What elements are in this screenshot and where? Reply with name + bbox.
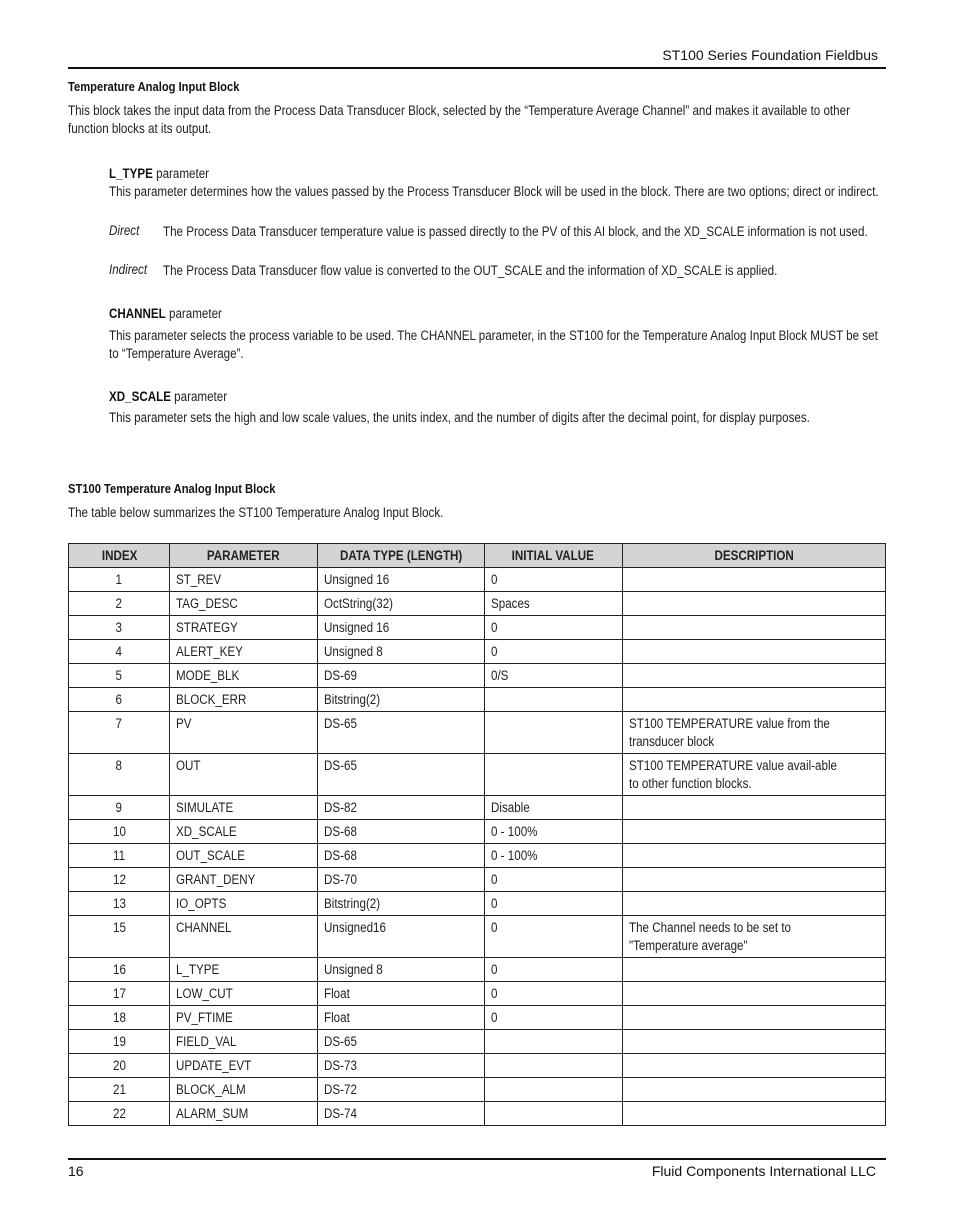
table-row [69,1078,886,1102]
cell-index: 11 [69,844,170,868]
table-intro: The table below summarizes the ST100 Temperature Analog Input Block. [68,505,444,520]
section-intro: This block takes the input data from the Process Data Transducer Block, selected by the “Temperature Average Channel” and makes it available to other function blocks at its output. [68,103,850,136]
table-row [69,568,886,592]
cell-description [622,958,885,982]
column-header-parameter: PARAMETER [170,544,317,568]
ltype-description: This parameter determines how the values passed by the Process Transducer Block will be used in the block. There are two options; direct or indirect. [109,184,879,199]
page-number: 16 [68,1163,84,1179]
cell-parameter: STRATEGY [170,616,317,640]
header-rule [68,67,886,69]
cell-parameter: OUT [170,754,317,796]
cell-parameter: IO_OPTS [170,892,317,916]
cell-parameter: OUT_SCALE [170,844,317,868]
cell-data-type: Float [317,982,484,1006]
cell-data-type: DS-65 [317,754,484,796]
cell-data-type: DS-82 [317,796,484,820]
cell-data-type: DS-70 [317,868,484,892]
xdscale-suffix: parameter [174,389,228,404]
cell-index: 19 [69,1030,170,1054]
cell-description [622,1078,885,1102]
cell-data-type: DS-74 [317,1102,484,1126]
cell-data-type: Unsigned16 [317,916,484,958]
table-header-row [69,544,886,568]
cell-parameter: TAG_DESC [170,592,317,616]
section-title-st100-ai: ST100 Temperature Analog Input Block [68,481,276,496]
cell-parameter: ALERT_KEY [170,640,317,664]
table-row [69,1030,886,1054]
cell-index: 9 [69,796,170,820]
cell-index: 4 [69,640,170,664]
cell-data-type: Float [317,1006,484,1030]
table-row [69,1054,886,1078]
table-row [69,688,886,712]
column-header-data-type: DATA TYPE (LENGTH) [317,544,484,568]
table-row [69,916,886,958]
cell-initial-value: 0 [484,616,622,640]
cell-description [622,688,885,712]
cell-parameter: MODE_BLK [170,664,317,688]
cell-description: ST100 TEMPERATURE value from the transducer block [622,712,885,754]
column-header-index: INDEX [69,544,170,568]
cell-parameter: FIELD_VAL [170,1030,317,1054]
cell-index: 5 [69,664,170,688]
cell-initial-value: 0/S [484,664,622,688]
cell-data-type: DS-68 [317,820,484,844]
cell-index: 7 [69,712,170,754]
table-row [69,592,886,616]
ltype-suffix: parameter [156,166,210,181]
cell-data-type: Unsigned 8 [317,640,484,664]
cell-description [622,664,885,688]
cell-parameter: PV_FTIME [170,1006,317,1030]
cell-data-type: Unsigned 16 [317,616,484,640]
section-title-temperature-ai: Temperature Analog Input Block [68,79,240,94]
cell-initial-value: 0 [484,868,622,892]
cell-data-type: DS-68 [317,844,484,868]
cell-initial-value [484,1102,622,1126]
table-row [69,1102,886,1126]
cell-description [622,1006,885,1030]
cell-parameter: ALARM_SUM [170,1102,317,1126]
channel-heading [109,305,887,323]
cell-index: 2 [69,592,170,616]
table-row [69,982,886,1006]
table-row [69,796,886,820]
channel-name: CHANNEL [109,306,166,321]
option-term-direct: Direct [109,223,140,238]
cell-description [622,616,885,640]
cell-initial-value: Disable [484,796,622,820]
cell-parameter: SIMULATE [170,796,317,820]
cell-index: 10 [69,820,170,844]
cell-description [622,1054,885,1078]
cell-description [622,982,885,1006]
cell-index: 13 [69,892,170,916]
cell-data-type: Unsigned 16 [317,568,484,592]
xdscale-heading [109,388,887,406]
cell-parameter: LOW_CUT [170,982,317,1006]
cell-description [622,568,885,592]
cell-parameter: CHANNEL [170,916,317,958]
cell-initial-value: Spaces [484,592,622,616]
footer-rule [68,1158,886,1160]
cell-initial-value: 0 [484,958,622,982]
cell-description [622,844,885,868]
column-header-description: DESCRIPTION [622,544,885,568]
cell-data-type: DS-65 [317,712,484,754]
cell-index: 22 [69,1102,170,1126]
cell-index: 6 [69,688,170,712]
cell-index: 17 [69,982,170,1006]
cell-description: ST100 TEMPERATURE value avail-able to other function blocks. [622,754,885,796]
table-body [69,568,886,1126]
column-header-initial-value: INITIAL VALUE [484,544,622,568]
cell-description [622,592,885,616]
cell-initial-value [484,688,622,712]
table-row [69,640,886,664]
cell-description [622,1102,885,1126]
cell-initial-value [484,754,622,796]
cell-description [622,868,885,892]
cell-description [622,640,885,664]
cell-data-type: DS-65 [317,1030,484,1054]
channel-description: This parameter selects the process variable to be used. The CHANNEL parameter, in the ST100 for the Temperature Analog Input Block MUST be set to “Temperature Average”. [109,328,878,361]
cell-description [622,820,885,844]
option-text-direct: The Process Data Transducer temperature value is passed directly to the PV of this AI block, and the XD_SCALE information is not used. [163,224,868,239]
cell-initial-value [484,712,622,754]
cell-initial-value [484,1030,622,1054]
cell-initial-value: 0 [484,1006,622,1030]
cell-initial-value: 0 - 100% [484,820,622,844]
channel-suffix: parameter [168,306,222,321]
table-row [69,616,886,640]
xdscale-description: This parameter sets the high and low scale values, the units index, and the number of digits after the decimal point, for display purposes. [109,410,810,425]
table-row [69,820,886,844]
cell-index: 15 [69,916,170,958]
cell-description: The Channel needs to be set to "Temperature average" [622,916,885,958]
cell-parameter: L_TYPE [170,958,317,982]
cell-index: 3 [69,616,170,640]
table-row [69,754,886,796]
cell-initial-value: 0 [484,982,622,1006]
cell-data-type: Bitstring(2) [317,892,484,916]
footer-company: Fluid Components International LLC [651,1163,876,1179]
cell-initial-value: 0 [484,568,622,592]
table-row [69,892,886,916]
table-row [69,868,886,892]
cell-parameter: XD_SCALE [170,820,317,844]
cell-initial-value [484,1054,622,1078]
cell-initial-value: 0 [484,640,622,664]
cell-description [622,796,885,820]
ltype-heading [109,165,887,183]
cell-parameter: BLOCK_ALM [170,1078,317,1102]
option-text-indirect: The Process Data Transducer flow value is converted to the OUT_SCALE and the information of XD_SCALE is applied. [163,263,778,278]
cell-parameter: PV [170,712,317,754]
cell-data-type: DS-72 [317,1078,484,1102]
cell-description [622,892,885,916]
running-header: ST100 Series Foundation Fieldbus [662,47,878,63]
cell-index: 12 [69,868,170,892]
cell-description [622,1030,885,1054]
cell-parameter: BLOCK_ERR [170,688,317,712]
table-row [69,958,886,982]
cell-index: 18 [69,1006,170,1030]
cell-parameter: GRANT_DENY [170,868,317,892]
cell-initial-value: 0 - 100% [484,844,622,868]
cell-data-type: Unsigned 8 [317,958,484,982]
table-row [69,712,886,754]
table-row [69,664,886,688]
cell-data-type: OctString(32) [317,592,484,616]
cell-initial-value: 0 [484,892,622,916]
cell-parameter: ST_REV [170,568,317,592]
cell-data-type: DS-69 [317,664,484,688]
xdscale-name: XD_SCALE [109,389,171,404]
cell-initial-value: 0 [484,916,622,958]
cell-index: 21 [69,1078,170,1102]
option-term-indirect: Indirect [109,262,148,277]
cell-index: 1 [69,568,170,592]
cell-data-type: Bitstring(2) [317,688,484,712]
cell-parameter: UPDATE_EVT [170,1054,317,1078]
cell-index: 8 [69,754,170,796]
ltype-name: L_TYPE [109,166,153,181]
parameter-table [68,543,886,1126]
table-row [69,844,886,868]
cell-index: 16 [69,958,170,982]
cell-initial-value [484,1078,622,1102]
cell-index: 20 [69,1054,170,1078]
table-row [69,1006,886,1030]
cell-data-type: DS-73 [317,1054,484,1078]
